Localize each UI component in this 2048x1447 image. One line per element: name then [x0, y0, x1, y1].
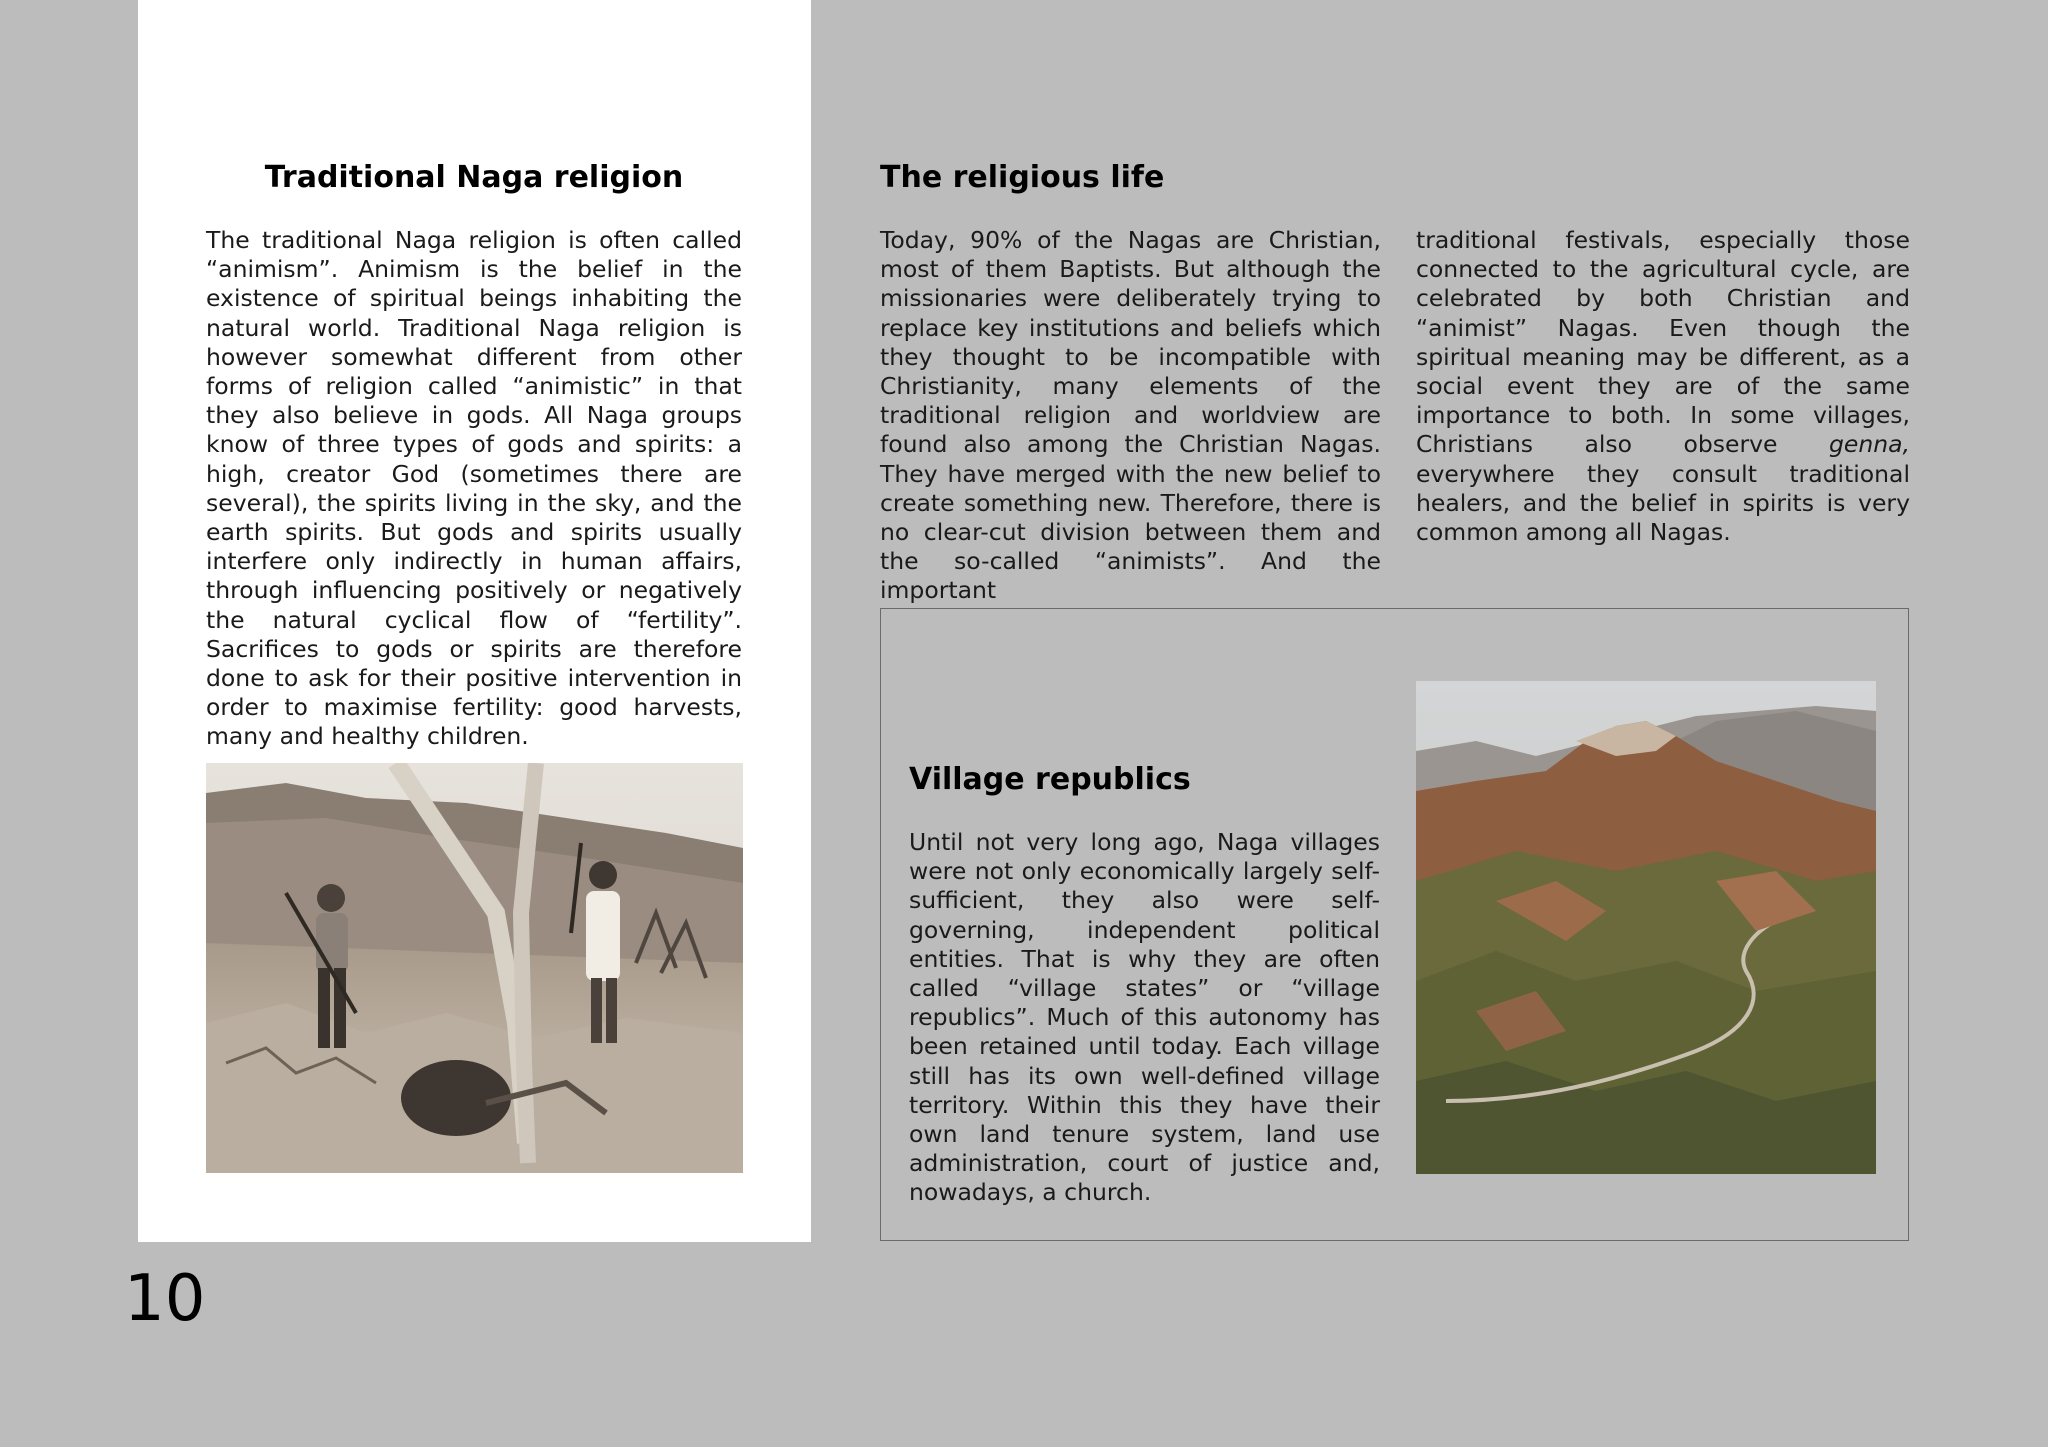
religious-life-column-2-part-1: traditional festivals, especially those connected to the agricultural cycle, are celebrated by both Christian and “animist” Nagas. Even though the spiritual meaning may be different, as a social event they are of the same importance to both. In some villages, Christians also observe: [1416, 226, 1910, 459]
village-republics-heading: Village republics: [909, 762, 1191, 797]
page-number: 10: [124, 1262, 206, 1336]
traditional-religion-heading: Traditional Naga religion: [264, 160, 684, 195]
genna-term: genna,: [1828, 430, 1910, 459]
religious-life-column-2: [1416, 226, 1910, 547]
hilltop-village-photo: [1416, 681, 1876, 1174]
village-republics-text: Until not very long ago, Naga villages were not only economically largely self-sufficient, they also were self-governing, independent political entities. That is why they are often called “village states” or “village republics”. Much of this autonomy has been retained until today. Each village still has its own well-defined village territory. Within this they have their own land tenure system, land use administration, court of justice and, nowadays, a church.: [909, 828, 1380, 1207]
religious-life-heading: The religious life: [880, 160, 1165, 195]
religious-life-column-1: Today, 90% of the Nagas are Christian, most of them Baptists. But although the missionaries were deliberately trying to replace key institutions and beliefs which they thought to be incompatible with Christianity, many elements of the traditional religion and worldview are found also among the Christian Nagas. They have merged with the new belief to create something new. Therefore, there is no clear-cut division between them and the so-called “animists”. And the important: [880, 226, 1381, 605]
children-in-field-photo: [206, 763, 743, 1173]
religious-life-column-2-part-2: everywhere they consult traditional healers, and the belief in spirits is very common among all Nagas.: [1416, 459, 1910, 547]
traditional-religion-text: The traditional Naga religion is often called “animism”. Animism is the belief in the existence of spiritual beings inhabiting the natural world. Traditional Naga religion is however somewhat different from other forms of religion called “animistic” in that they also believe in gods. All Naga groups know of three types of gods and spirits: a high, creator God (sometimes there are several), the spirits living in the sky, and the earth spirits. But gods and spirits usually interfere only indirectly in human affairs, through influencing positively or negatively the natural cyclical flow of “fertility”. Sacrifices to gods or spirits are therefore done to ask for their positive intervention in order to maximise fertility: good harvests, many and healthy children.: [206, 226, 742, 751]
